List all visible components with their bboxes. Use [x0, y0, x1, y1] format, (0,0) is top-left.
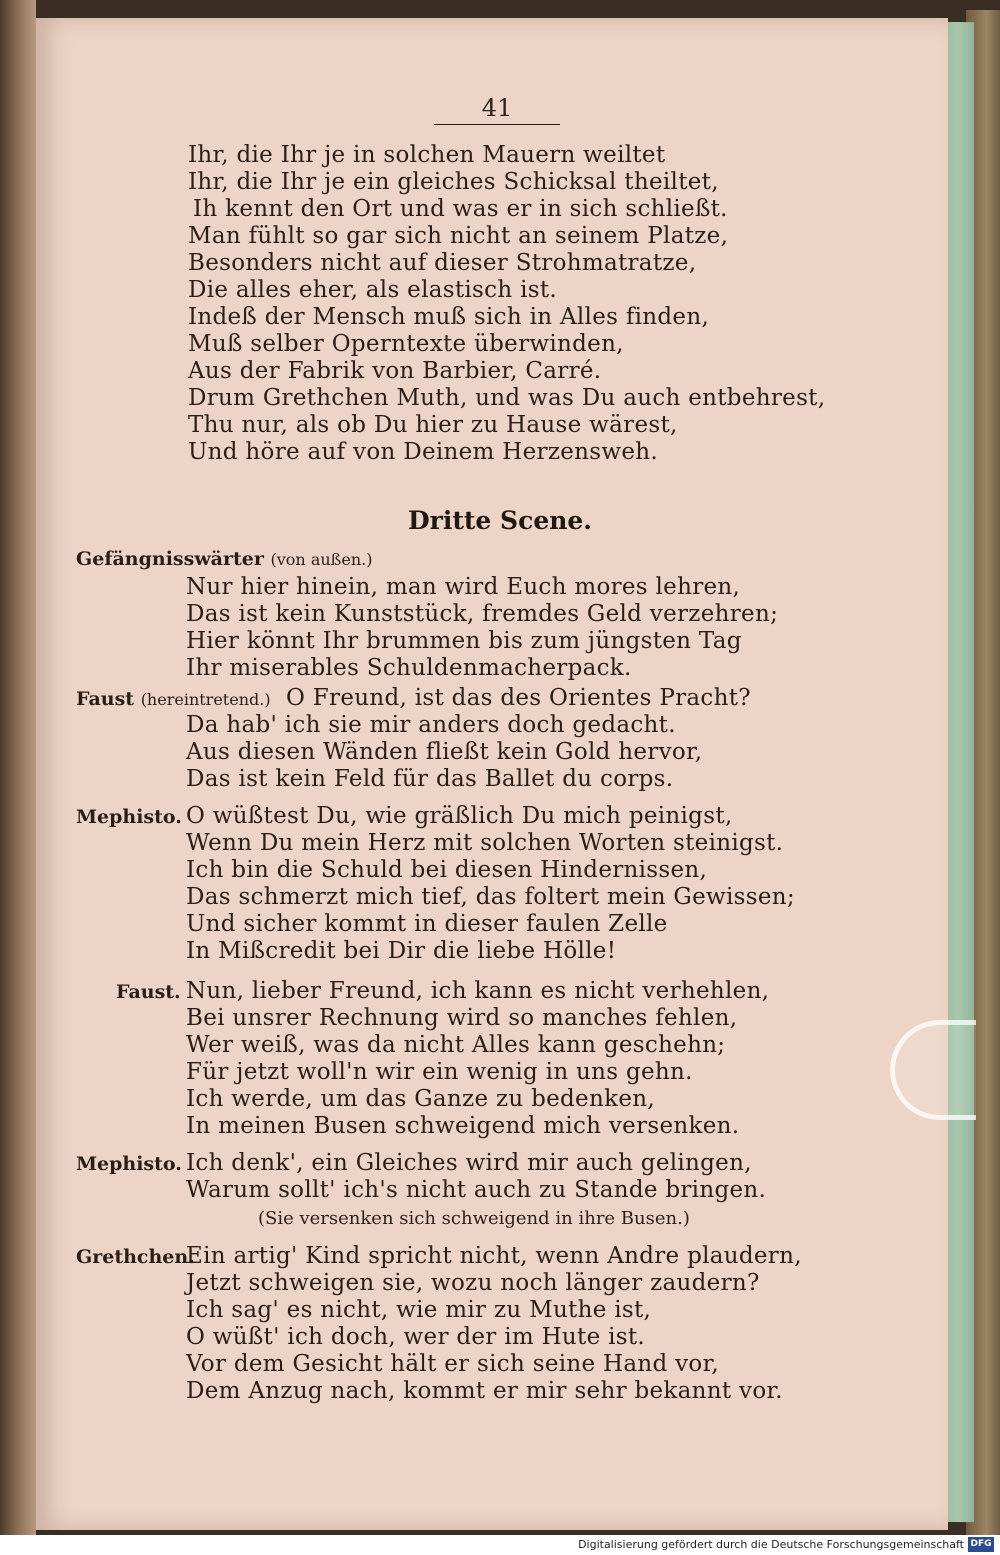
speech-line: Dem Anzug nach, kommt er mir sehr bekannt vor.	[186, 1378, 783, 1404]
speech-line: Wenn Du mein Herz mit solchen Worten steinigst.	[186, 830, 784, 856]
speech-line: Vor dem Gesicht hält er sich seine Hand vor,	[186, 1351, 719, 1377]
speech-line: O wüßtest Du, wie gräßlich Du mich peinigst,	[186, 803, 733, 829]
speech-line: Wer weiß, was da nicht Alles kann geschehn;	[186, 1032, 726, 1058]
speaker-name: Faust.	[116, 981, 181, 1003]
verse-line: Drum Grethchen Muth, und was Du auch entbehrest,	[188, 385, 826, 411]
speech-line: Für jetzt woll'n wir ein wenig in uns gehn.	[186, 1059, 693, 1085]
speech-line: Das ist kein Kunststück, fremdes Geld verzehren;	[186, 601, 779, 627]
speech-line: Und sicher kommt in dieser faulen Zelle	[186, 911, 668, 937]
speech-line: In meinen Busen schweigend mich versenken.	[186, 1113, 740, 1139]
verse-line: Aus der Fabrik von Barbier, Carré.	[188, 358, 602, 384]
speaker-name: Mephisto.	[76, 1153, 182, 1175]
book-page	[36, 18, 948, 1530]
verse-line: Die alles eher, als elastisch ist.	[188, 277, 557, 303]
verse-line: Ihr, die Ihr je in solchen Mauern weiltet	[188, 142, 666, 168]
speech-line: Ich werde, um das Ganze zu bedenken,	[186, 1086, 655, 1112]
page-number-rule	[434, 124, 560, 125]
speech-line: Ich sag' es nicht, wie mir zu Muthe ist,	[186, 1297, 652, 1323]
verse-line: Muß selber Operntexte überwinden,	[188, 331, 624, 357]
speech-line: O wüßt' ich doch, wer der im Hute ist.	[186, 1324, 646, 1350]
speech-line: Ein artig' Kind spricht nicht, wenn Andre plaudern,	[186, 1243, 802, 1269]
scene-heading: Dritte Scene.	[407, 506, 593, 535]
speech-line: Nur hier hinein, man wird Euch mores lehren,	[186, 574, 741, 600]
speaker-name	[76, 548, 372, 570]
speech-line: Jetzt schweigen sie, wozu noch länger zaudern?	[186, 1270, 760, 1296]
verse-line: Ihr, die Ihr je ein gleiches Schicksal theiltet,	[188, 169, 719, 195]
speaker-note: (hereintretend.)	[140, 690, 271, 709]
verse-line: Ih kennt den Ort und was er in sich schließt.	[193, 196, 728, 222]
verse-line: Thu nur, als ob Du hier zu Hause wärest,	[188, 412, 678, 438]
speech-line: In Mißcredit bei Dir die liebe Hölle!	[186, 938, 617, 964]
dfg-logo: DFG	[968, 1537, 994, 1552]
verse-line: Und höre auf von Deinem Herzensweh.	[188, 439, 659, 465]
speech-line: Warum sollt' ich's nicht auch zu Stande bringen.	[186, 1177, 767, 1203]
speaker-name: Mephisto.	[76, 806, 182, 828]
speech-line: Ihr miserables Schuldenmacherpack.	[186, 655, 632, 681]
page-number: 41	[481, 94, 513, 122]
speaker-note: (von außen.)	[270, 550, 373, 569]
verse-line: Besonders nicht auf dieser Strohmatratze,	[188, 250, 697, 276]
facing-page-edge	[0, 0, 36, 1535]
speech-line: Aus diesen Wänden fließt kein Gold hervor,	[186, 739, 703, 765]
speech-line: Bei unsrer Rechnung wird so manches fehlen,	[186, 1005, 738, 1031]
speech-line: Ich denk', ein Gleiches wird mir auch gelingen,	[186, 1150, 752, 1176]
speech-line: Da hab' ich sie mir anders doch gedacht.	[186, 712, 676, 738]
speaker-label: Gefängnisswärter	[76, 548, 264, 570]
speaker-label: Faust	[76, 688, 135, 710]
verse-line: Man fühlt so gar sich nicht an seinem Platze,	[188, 223, 729, 249]
speech-line: O Freund, ist das des Orientes Pracht?	[286, 685, 751, 711]
speaker-name: Grethchen.	[76, 1246, 195, 1268]
stage-direction: (Sie versenken sich schweigend in ihre Busen.)	[258, 1208, 690, 1229]
footer-credit: Digitalisierung gefördert durch die Deutsche Forschungsgemeinschaft	[578, 1538, 964, 1551]
speech-line: Das ist kein Feld für das Ballet du corps.	[186, 766, 674, 792]
speech-line: Ich bin die Schuld bei diesen Hindernissen,	[186, 857, 708, 883]
speech-line: Nun, lieber Freund, ich kann es nicht verhehlen,	[186, 978, 770, 1004]
verse-line: Indeß der Mensch muß sich in Alles finden,	[188, 304, 710, 330]
speech-line: Hier könnt Ihr brummen bis zum jüngsten Tag	[186, 628, 742, 654]
speaker-name	[76, 688, 271, 710]
speech-line: Das schmerzt mich tief, das foltert mein Gewissen;	[186, 884, 795, 910]
